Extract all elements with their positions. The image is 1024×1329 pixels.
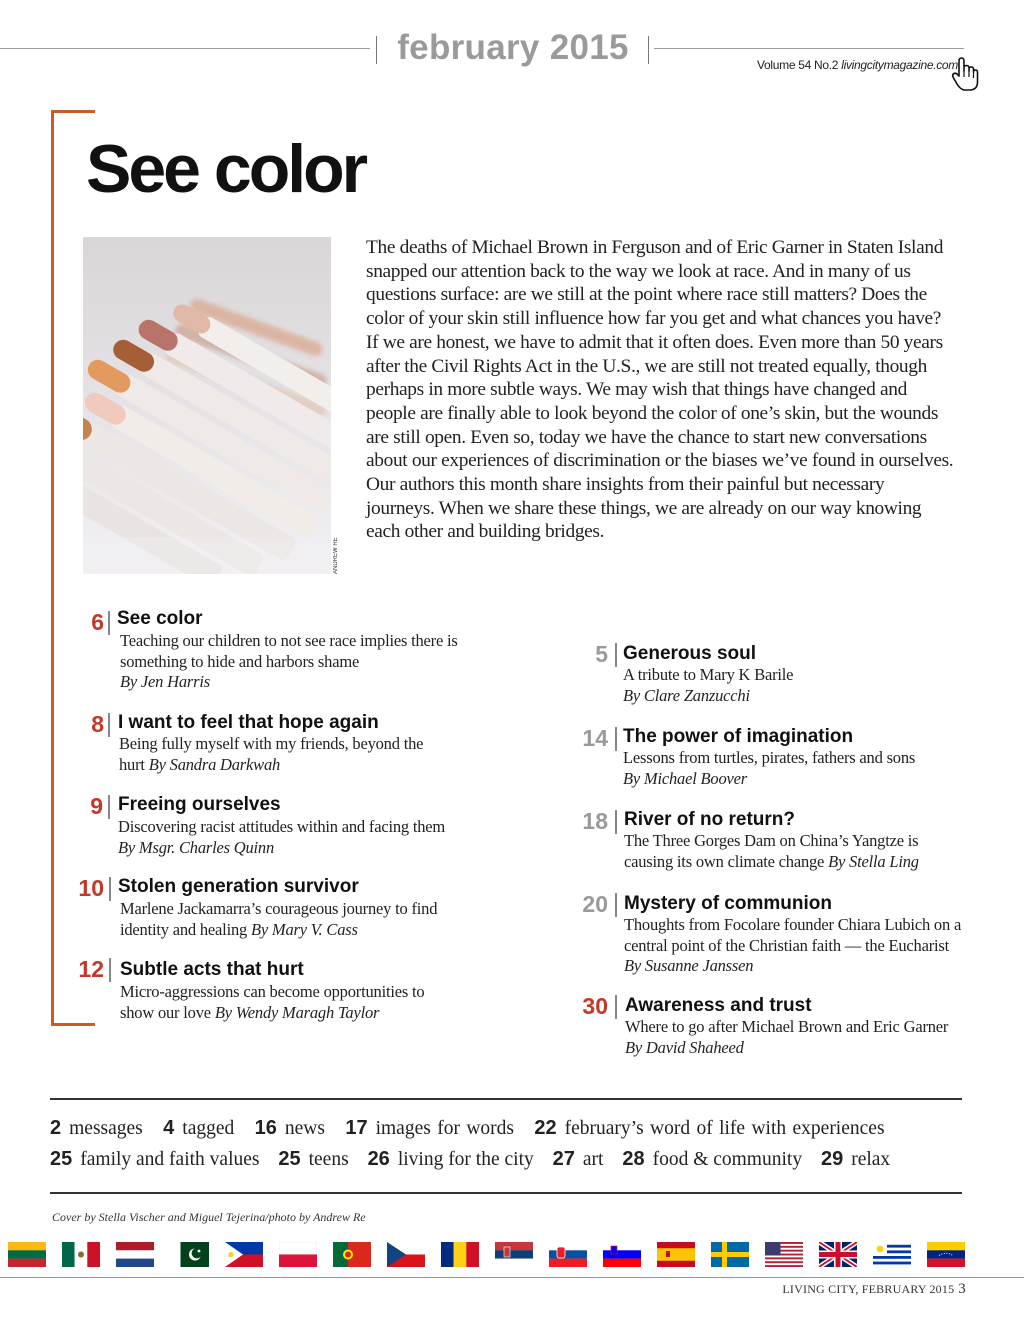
toc-description — [118, 817, 458, 858]
toc-title: Awareness and trust — [625, 995, 812, 1016]
department-item[interactable]: 2 messages — [50, 1117, 143, 1139]
mexico-flag-icon — [62, 1242, 100, 1267]
toc-title: See color — [117, 608, 203, 629]
toc-summary: Being fully myself with my friends, beyond the hurt — [119, 734, 424, 774]
pakistan-flag-icon — [171, 1242, 209, 1267]
footer-rule — [0, 1277, 1024, 1278]
toc-summary: Micro-aggressions can become opportunities to show our love — [120, 982, 425, 1022]
toc-summary: Teaching our children to not see race implies there is something to hide and harbors shame — [120, 631, 458, 671]
toc-entry-10[interactable] — [80, 875, 480, 945]
page-number: 3 — [958, 1281, 966, 1297]
toc-divider — [615, 643, 617, 667]
toc-byline: By Jen Harris — [120, 672, 210, 691]
toc-divider — [615, 893, 617, 917]
toc-divider — [615, 995, 617, 1019]
department-item[interactable]: 27 art — [552, 1148, 604, 1170]
toc-entry-20[interactable] — [578, 891, 968, 981]
toc-page-number: 12 — [78, 956, 104, 982]
toc-byline: By David Shaheed — [625, 1037, 744, 1057]
serbia-flag-icon — [495, 1242, 533, 1267]
volume-number: Volume 54 No.2 — [756, 58, 839, 72]
toc-description — [120, 899, 460, 940]
toc-page-number: 9 — [90, 793, 103, 819]
toc-page-number: 8 — [91, 711, 104, 737]
uruguay-flag-icon — [873, 1242, 911, 1267]
toc-description — [624, 831, 954, 872]
toc-title: Freeing ourselves — [118, 794, 281, 815]
toc-byline: By Clare Zanzucchi — [623, 685, 750, 705]
toc-entry-9[interactable] — [80, 793, 480, 863]
toc-entry-30[interactable] — [578, 993, 968, 1063]
header-rule-left — [0, 48, 370, 49]
toc-description — [623, 748, 963, 789]
toc-description — [120, 631, 460, 693]
toc-divider — [108, 713, 110, 737]
toc-page-number: 20 — [582, 891, 608, 917]
toc-summary: The Three Gorges Dam on China’s Yangtze is causing its own climate change — [624, 831, 919, 871]
toc-entry-5[interactable] — [578, 641, 968, 711]
departments-top-rule — [50, 1098, 962, 1100]
toc-description — [624, 915, 964, 977]
toc-page-number: 18 — [582, 808, 608, 834]
toc-entry-6[interactable] — [80, 607, 480, 697]
slovakia-flag-icon — [549, 1242, 587, 1267]
toc-page-number: 10 — [78, 875, 104, 901]
department-item[interactable]: 17 images for words — [345, 1117, 514, 1139]
slovenia-flag-icon — [603, 1242, 641, 1267]
department-item[interactable]: 25 teens — [278, 1148, 349, 1170]
departments-row-2 — [50, 1147, 950, 1172]
footer-publication: LIVING CITY, FEBRUARY 2015 — [782, 1282, 955, 1296]
toc-entry-8[interactable] — [80, 711, 480, 781]
header-tick-right — [648, 36, 649, 64]
departments-row-1 — [50, 1116, 950, 1141]
department-item[interactable]: 16 news — [254, 1117, 325, 1139]
toc-description — [623, 665, 963, 706]
toc-title: Generous soul — [623, 643, 757, 664]
poland-flag-icon — [279, 1242, 317, 1267]
toc-summary: Thoughts from Focolare founder Chiara Lubich on a central point of the Christian faith — the Eucharist — [624, 915, 962, 955]
department-item[interactable]: 28 food & community — [622, 1148, 803, 1170]
page-title: See color — [86, 131, 366, 207]
toc-page-number: 14 — [582, 725, 608, 751]
sweden-flag-icon — [711, 1242, 749, 1267]
spain-flag-icon — [657, 1242, 695, 1267]
department-item[interactable]: 29 relax — [820, 1148, 891, 1170]
toc-title: The power of imagination — [623, 726, 854, 747]
toc-title: Stolen generation survivor — [118, 876, 359, 897]
toc-byline: By Msgr. Charles Quinn — [118, 837, 275, 857]
header-rule-right — [654, 48, 964, 49]
header-tick-left — [376, 36, 377, 64]
volume-line — [700, 58, 958, 72]
department-item[interactable]: 26 living for the city — [367, 1148, 534, 1170]
toc-title: Mystery of communion — [624, 893, 832, 914]
toc-divider — [109, 958, 111, 982]
toc-entry-14[interactable] — [578, 725, 968, 795]
cover-credit: Cover by Stella Vischer and Miguel Tejerina/photo by Andrew Re — [52, 1210, 366, 1224]
department-item[interactable]: 22 february’s word of life with experiences — [534, 1117, 885, 1139]
toc-summary: Lessons from turtles, pirates, fathers and sons — [623, 748, 916, 767]
portugal-flag-icon — [333, 1242, 371, 1267]
toc-byline: By Stella Ling — [828, 851, 919, 871]
romania-flag-icon — [441, 1242, 479, 1267]
toc-title: Subtle acts that hurt — [120, 959, 304, 980]
flag-strip — [8, 1242, 968, 1268]
website-link[interactable]: livingcitymagazine.com — [841, 58, 958, 72]
usa-flag-icon — [765, 1242, 803, 1267]
toc-summary: Discovering racist attitudes within and facing them — [118, 817, 446, 836]
toc-byline: By Michael Boover — [623, 768, 747, 788]
toc-title: River of no return? — [624, 809, 796, 830]
toc-description — [625, 1017, 970, 1058]
toc-byline: By Wendy Maragh Taylor — [214, 1002, 380, 1022]
lithuania-flag-icon — [8, 1242, 46, 1267]
toc-divider — [108, 795, 110, 819]
toc-byline: By Mary V. Cass — [251, 919, 358, 939]
toc-page-number: 30 — [582, 993, 608, 1019]
photo-credit: ANDREW RE — [333, 537, 339, 574]
toc-divider — [109, 877, 111, 901]
intro-paragraph: The deaths of Michael Brown in Ferguson and of Eric Garner in Staten Island snapped our attention back to the way we look at race. And in many of us questions surface: are we still at the point where race still matters? Does the color of your skin still influence how far you get and what chances you have? If we are honest, we have to admit that it often does. Even more than 50 years after the Civil Rights Act in the U.S., we are still not treated equally, though perhaps in more subtle ways. We may wish that things have changed and people are finally able to look beyond the color of one’s skin, but the wounds are still open. Even so, today we have the chance to start new conversations about our experiences of discrimination or the biases we’ve found in ourselves. Our authors this month share insights from their painful but necessary journeys. When we share these things, we are already on our way knowing each other and building bridges. — [366, 237, 954, 543]
toc-byline: By Sandra Darkwah — [148, 754, 281, 774]
department-item[interactable]: 25 family and faith values — [50, 1148, 260, 1170]
toc-entry-18[interactable] — [578, 808, 968, 878]
toc-byline: By Susanne Janssen — [624, 956, 754, 975]
venezuela-flag-icon — [927, 1242, 965, 1267]
czech-flag-icon — [387, 1242, 425, 1267]
toc-divider — [615, 810, 617, 834]
toc-page-number: 5 — [595, 641, 608, 667]
issue-title: february 2015 — [397, 28, 629, 67]
toc-page-number: 6 — [91, 609, 104, 635]
page-footer — [782, 1281, 966, 1298]
departments-bottom-rule — [50, 1192, 962, 1194]
philippines-flag-icon — [225, 1242, 263, 1267]
department-item[interactable]: 4 tagged — [163, 1117, 235, 1139]
toc-entry-12[interactable] — [80, 956, 480, 1026]
toc-summary: Marlene Jackamarra’s courageous journey to find identity and healing — [120, 899, 438, 939]
toc-description — [119, 734, 449, 775]
toc-summary: A tribute to Mary K Barile — [623, 665, 794, 684]
toc-title: I want to feel that hope again — [118, 712, 379, 733]
pointer-hand-icon — [950, 56, 980, 92]
toc-description — [120, 982, 460, 1023]
netherlands-flag-icon — [116, 1242, 154, 1267]
markers-photo — [83, 237, 331, 574]
uk-flag-icon — [819, 1242, 857, 1267]
toc-summary: Where to go after Michael Brown and Eric Garner — [625, 1017, 949, 1036]
toc-divider — [615, 727, 617, 751]
toc-divider — [108, 611, 110, 635]
